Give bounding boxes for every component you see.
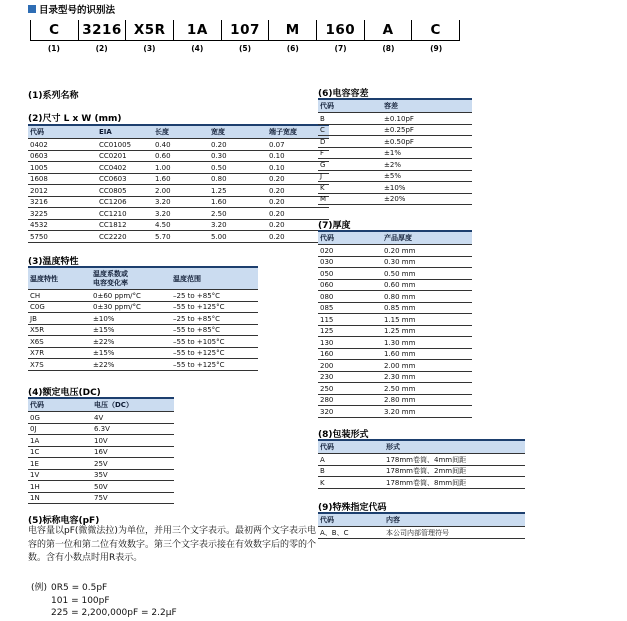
table-row xyxy=(318,325,472,337)
table-cell: A xyxy=(318,454,384,466)
table-cell: 160 xyxy=(318,348,382,360)
table-cell: 130 xyxy=(318,337,382,349)
table-cell: M xyxy=(318,193,382,205)
column-header: 长度 xyxy=(153,125,209,139)
table-row xyxy=(318,302,472,314)
table-row xyxy=(318,182,472,194)
table-cell: CC0603 xyxy=(97,173,153,185)
table-cell: 10V xyxy=(92,435,174,447)
column-header: 内容 xyxy=(384,513,525,527)
table-cell: –55 to +125°C xyxy=(171,301,258,313)
table-cell: 0.40 xyxy=(153,139,209,151)
table-cell: 200 xyxy=(318,360,382,372)
temperature-table xyxy=(28,266,246,371)
part-number-position-7: (7) xyxy=(334,44,347,53)
table-cell: –55 to +105°C xyxy=(171,336,258,348)
table-cell: 35V xyxy=(92,469,174,481)
size-table xyxy=(28,124,309,243)
table-cell: –25 to +85°C xyxy=(171,313,258,325)
table-cell: CC1210 xyxy=(97,208,153,220)
table-cell: 1E xyxy=(28,458,92,470)
part-number-position-5: (5) xyxy=(238,44,252,53)
table-row xyxy=(318,291,472,303)
table-cell: CC01005 xyxy=(97,139,153,151)
table-cell: ±22% xyxy=(91,359,171,371)
table-cell: CC2220 xyxy=(97,231,153,243)
table-row xyxy=(28,446,174,458)
example-lines xyxy=(51,582,177,620)
table-row xyxy=(318,245,472,257)
table-row xyxy=(28,150,329,162)
table-cell: 4V xyxy=(92,412,174,424)
table-cell: 0.07 xyxy=(267,139,329,151)
table-row xyxy=(28,162,329,174)
header-row xyxy=(318,513,525,527)
part-number-position-6: (6) xyxy=(286,44,299,53)
table-cell: 1N xyxy=(28,492,92,504)
header-row xyxy=(28,125,329,139)
table-cell: ±5% xyxy=(382,170,472,182)
table-cell: 3216 xyxy=(28,196,97,208)
table-row xyxy=(318,465,525,477)
table-cell: 1.60 xyxy=(153,173,209,185)
example-label: (例) xyxy=(31,583,48,593)
part-number-segment-1: C xyxy=(30,20,78,40)
table-cell: ±1% xyxy=(382,147,472,159)
table-cell: 25V xyxy=(92,458,174,470)
part-number-row xyxy=(30,20,460,41)
column-header: 温度范围 xyxy=(171,267,258,290)
part-number-segment-4: 1A xyxy=(173,20,221,40)
table-cell: 0±60 ppm/°C xyxy=(91,290,171,302)
table-cell: –25 to +85°C xyxy=(171,290,258,302)
table-row xyxy=(28,359,258,371)
table-row xyxy=(28,458,174,470)
table-cell: ±0.10pF xyxy=(382,113,472,125)
table-cell: –55 to +85°C xyxy=(171,324,258,336)
table-cell: 16V xyxy=(92,446,174,458)
table-cell: 1.15 mm xyxy=(382,314,472,326)
table-cell: ±15% xyxy=(91,347,171,359)
table-cell: 1.25 mm xyxy=(382,325,472,337)
table-cell: 1V xyxy=(28,469,92,481)
table-cell: 178mm卷筒、4mm间距 xyxy=(384,454,525,466)
table-cell: 3.20 mm xyxy=(382,406,472,418)
table-row xyxy=(28,196,329,208)
table-cell: 030 xyxy=(318,256,382,268)
table-cell: 0.60 xyxy=(153,150,209,162)
table-cell: D xyxy=(318,136,382,148)
table-cell: 2.00 mm xyxy=(382,360,472,372)
table-row xyxy=(318,394,472,406)
section-thickness-heading: (7)厚度 xyxy=(318,221,351,231)
table-cell: 5.00 xyxy=(209,231,267,243)
special-table xyxy=(318,512,517,539)
table-cell: ±0.50pF xyxy=(382,136,472,148)
table-cell: G xyxy=(318,159,382,171)
size-table-grid xyxy=(28,124,329,243)
table-cell: 3225 xyxy=(28,208,97,220)
table-cell: 0402 xyxy=(28,139,97,151)
example-line: 225 = 2,200,000pF = 2.2μF xyxy=(51,608,177,618)
table-cell: 0G xyxy=(28,412,92,424)
table-cell: 050 xyxy=(318,268,382,280)
table-cell: 1608 xyxy=(28,173,97,185)
table-cell: 2.50 mm xyxy=(382,383,472,395)
table-cell: X5R xyxy=(28,324,91,336)
table-cell: 3.20 xyxy=(153,196,209,208)
part-number-segment-6: M xyxy=(268,20,316,40)
column-header: EIA xyxy=(97,125,153,139)
table-cell: 250 xyxy=(318,383,382,395)
table-cell: 125 xyxy=(318,325,382,337)
table-cell: 178mm卷筒、8mm间距 xyxy=(384,477,525,489)
table-cell: 1.00 xyxy=(153,162,209,174)
table-row xyxy=(28,301,258,313)
table-cell: 0.10 xyxy=(267,150,329,162)
table-row xyxy=(28,231,329,243)
table-cell: JB xyxy=(28,313,91,325)
table-cell: K xyxy=(318,182,382,194)
table-cell: 0.20 xyxy=(267,185,329,197)
example-line: 0R5 = 0.5pF xyxy=(51,583,108,593)
part-number-position-3: (3) xyxy=(143,44,156,53)
table-cell: 0.20 xyxy=(267,219,329,231)
table-cell: 3.20 xyxy=(209,219,267,231)
header-row xyxy=(318,440,525,454)
table-cell: J xyxy=(318,170,382,182)
column-header: 宽度 xyxy=(209,125,267,139)
table-cell: 2.00 xyxy=(153,185,209,197)
column-header: 形式 xyxy=(384,440,525,454)
tolerance-table-grid xyxy=(318,98,472,205)
column-header: 容差 xyxy=(382,99,472,113)
table-cell: 320 xyxy=(318,406,382,418)
section-nominal-heading: (5)标称电容(pF) xyxy=(28,516,100,526)
table-cell: 0.80 mm xyxy=(382,291,472,303)
table-cell: 本公司内部管理符号 xyxy=(384,527,525,539)
table-cell: X6S xyxy=(28,336,91,348)
table-cell: 0.30 xyxy=(209,150,267,162)
packaging-table-grid xyxy=(318,439,525,489)
table-cell: 1.60 xyxy=(209,196,267,208)
table-row xyxy=(318,348,472,360)
table-cell: 1.25 xyxy=(209,185,267,197)
table-cell: 5.70 xyxy=(153,231,209,243)
table-row xyxy=(318,256,472,268)
table-row xyxy=(318,406,472,418)
table-cell: CC0402 xyxy=(97,162,153,174)
table-cell: 080 xyxy=(318,291,382,303)
table-cell: 1.30 mm xyxy=(382,337,472,349)
table-row xyxy=(318,337,472,349)
part-number-segment-2: 3216 xyxy=(78,20,126,40)
table-row xyxy=(28,173,329,185)
table-row xyxy=(28,139,329,151)
column-header: 温度特性 xyxy=(28,267,91,290)
table-cell: 0.20 xyxy=(209,139,267,151)
table-cell: 230 xyxy=(318,371,382,383)
column-header: 代码 xyxy=(318,440,384,454)
part-number-position-9: (9) xyxy=(430,44,443,53)
table-cell: 0±30 ppm/°C xyxy=(91,301,171,313)
column-header: 产品厚度 xyxy=(382,231,472,245)
table-row xyxy=(28,412,174,424)
table-cell: 1C xyxy=(28,446,92,458)
packaging-table xyxy=(318,439,517,489)
header-row xyxy=(318,99,472,113)
part-number-segment-7: 160 xyxy=(316,20,364,40)
title-bullet-icon xyxy=(28,5,36,13)
part-number-segment-9: C xyxy=(411,20,460,40)
nominal-examples xyxy=(31,582,177,620)
page-title-text: 目录型号的识别法 xyxy=(39,5,116,16)
table-cell: 0.20 xyxy=(267,208,329,220)
voltage-table-grid xyxy=(28,397,174,504)
table-row xyxy=(318,279,472,291)
table-cell: CC1812 xyxy=(97,219,153,231)
table-row xyxy=(318,124,472,136)
table-cell: ±22% xyxy=(91,336,171,348)
column-header: 端子宽度 xyxy=(267,125,329,139)
part-number-segment-3: X5R xyxy=(125,20,173,40)
table-cell: F xyxy=(318,147,382,159)
table-row xyxy=(318,136,472,148)
table-row xyxy=(28,313,258,325)
header-row xyxy=(28,267,258,290)
page-title xyxy=(28,2,115,16)
section-size-heading: (2)尺寸 L x W (mm) xyxy=(28,114,122,124)
table-row xyxy=(28,290,258,302)
part-number-diagram xyxy=(30,20,460,53)
table-cell: 085 xyxy=(318,302,382,314)
column-header: 代码 xyxy=(318,99,382,113)
table-cell: 75V xyxy=(92,492,174,504)
part-number-segment-5: 107 xyxy=(221,20,269,40)
table-cell: 0.20 mm xyxy=(382,245,472,257)
table-row xyxy=(318,170,472,182)
part-number-position-4: (4) xyxy=(191,44,204,53)
table-cell: –55 to +125°C xyxy=(171,359,258,371)
table-cell: ±10% xyxy=(382,182,472,194)
table-row xyxy=(318,383,472,395)
voltage-table xyxy=(28,397,166,504)
table-cell: 2.30 mm xyxy=(382,371,472,383)
table-cell: 0.50 xyxy=(209,162,267,174)
table-cell: CC0201 xyxy=(97,150,153,162)
table-cell: ±20% xyxy=(382,193,472,205)
table-row xyxy=(318,113,472,125)
section-tolerance-heading: (6)电容容差 xyxy=(318,89,369,99)
table-row xyxy=(318,159,472,171)
example-line: 101 = 100pF xyxy=(51,595,110,606)
header-row xyxy=(318,231,472,245)
table-cell: 060 xyxy=(318,279,382,291)
table-cell: 4.50 xyxy=(153,219,209,231)
table-cell: CC1206 xyxy=(97,196,153,208)
part-number-position-8: (8) xyxy=(382,44,395,53)
part-number-position-2: (2) xyxy=(95,44,108,53)
table-cell: 3.20 xyxy=(153,208,209,220)
column-header: 温度系数或 电容变化率 xyxy=(91,267,171,290)
table-cell: 0J xyxy=(28,423,92,435)
table-row xyxy=(318,147,472,159)
special-table-grid xyxy=(318,512,525,539)
table-cell: –55 to +125°C xyxy=(171,347,258,359)
table-cell: 0.20 xyxy=(267,196,329,208)
table-cell: X7R xyxy=(28,347,91,359)
table-cell: C0G xyxy=(28,301,91,313)
table-cell: B xyxy=(318,465,384,477)
table-cell: 0.80 xyxy=(209,173,267,185)
table-cell: ±2% xyxy=(382,159,472,171)
table-row xyxy=(318,193,472,205)
table-cell: 0.20 xyxy=(267,173,329,185)
table-cell: 1.60 mm xyxy=(382,348,472,360)
thickness-table-grid xyxy=(318,230,472,418)
table-cell: 178mm卷筒、2mm间距 xyxy=(384,465,525,477)
column-header: 代码 xyxy=(28,398,92,412)
table-cell: 0.30 mm xyxy=(382,256,472,268)
table-cell: C xyxy=(318,124,382,136)
table-cell: 0.50 mm xyxy=(382,268,472,280)
table-cell: 0.85 mm xyxy=(382,302,472,314)
table-row xyxy=(28,469,174,481)
temperature-table-grid xyxy=(28,266,258,371)
table-row xyxy=(318,371,472,383)
table-row xyxy=(28,185,329,197)
table-row xyxy=(28,208,329,220)
table-row xyxy=(28,423,174,435)
header-row xyxy=(28,398,174,412)
table-cell: 0.20 xyxy=(267,231,329,243)
table-row xyxy=(28,481,174,493)
table-row xyxy=(318,454,525,466)
table-row xyxy=(28,219,329,231)
table-row xyxy=(318,268,472,280)
part-number-segment-8: A xyxy=(364,20,412,40)
table-cell: CC0805 xyxy=(97,185,153,197)
table-row xyxy=(28,336,258,348)
table-row xyxy=(318,314,472,326)
table-cell: 0.60 mm xyxy=(382,279,472,291)
table-row xyxy=(318,527,525,539)
part-number-position-1: (1) xyxy=(47,44,60,53)
section-special-heading: (9)特殊指定代码 xyxy=(318,503,387,513)
table-cell: CH xyxy=(28,290,91,302)
table-cell: 280 xyxy=(318,394,382,406)
table-cell: B xyxy=(318,113,382,125)
table-cell: 2.80 mm xyxy=(382,394,472,406)
table-cell: ±10% xyxy=(91,313,171,325)
table-cell: 1A xyxy=(28,435,92,447)
column-header: 代码 xyxy=(28,125,97,139)
table-cell: 2.50 xyxy=(209,208,267,220)
table-row xyxy=(28,347,258,359)
table-cell: 0603 xyxy=(28,150,97,162)
table-cell: 115 xyxy=(318,314,382,326)
section-series-heading: (1)系列名称 xyxy=(28,91,79,101)
table-row xyxy=(318,360,472,372)
table-cell: 0.10 xyxy=(267,162,329,174)
section-voltage-heading: (4)额定电压(DC) xyxy=(28,388,101,398)
table-cell: 5750 xyxy=(28,231,97,243)
table-cell: 020 xyxy=(318,245,382,257)
section-temperature-heading: (3)温度特性 xyxy=(28,257,79,267)
table-cell: X7S xyxy=(28,359,91,371)
part-number-positions xyxy=(30,41,460,53)
table-row xyxy=(318,477,525,489)
table-cell: A、B、C xyxy=(318,527,384,539)
column-header: 电压（DC） xyxy=(92,398,174,412)
table-cell: ±0.25pF xyxy=(382,124,472,136)
tolerance-table xyxy=(318,98,464,205)
table-row xyxy=(28,324,258,336)
table-cell: 1H xyxy=(28,481,92,493)
table-cell: K xyxy=(318,477,384,489)
column-header: 代码 xyxy=(318,231,382,245)
table-cell: 50V xyxy=(92,481,174,493)
table-row xyxy=(28,435,174,447)
table-cell: ±15% xyxy=(91,324,171,336)
column-header: 代码 xyxy=(318,513,384,527)
table-cell: 1005 xyxy=(28,162,97,174)
table-cell: 2012 xyxy=(28,185,97,197)
nominal-description: 电容量以pF(微微法拉)为单位，并用三个文字表示。最初两个文字表示电容的第一位和第二位有效数字。第三个文字表示接在有效数字后的零的个数。含有小数点时用R表示。 xyxy=(28,526,317,563)
table-cell: 6.3V xyxy=(92,423,174,435)
table-row xyxy=(28,492,174,504)
table-cell: 4532 xyxy=(28,219,97,231)
section-packaging-heading: (8)包装形式 xyxy=(318,430,369,440)
thickness-table xyxy=(318,230,464,418)
